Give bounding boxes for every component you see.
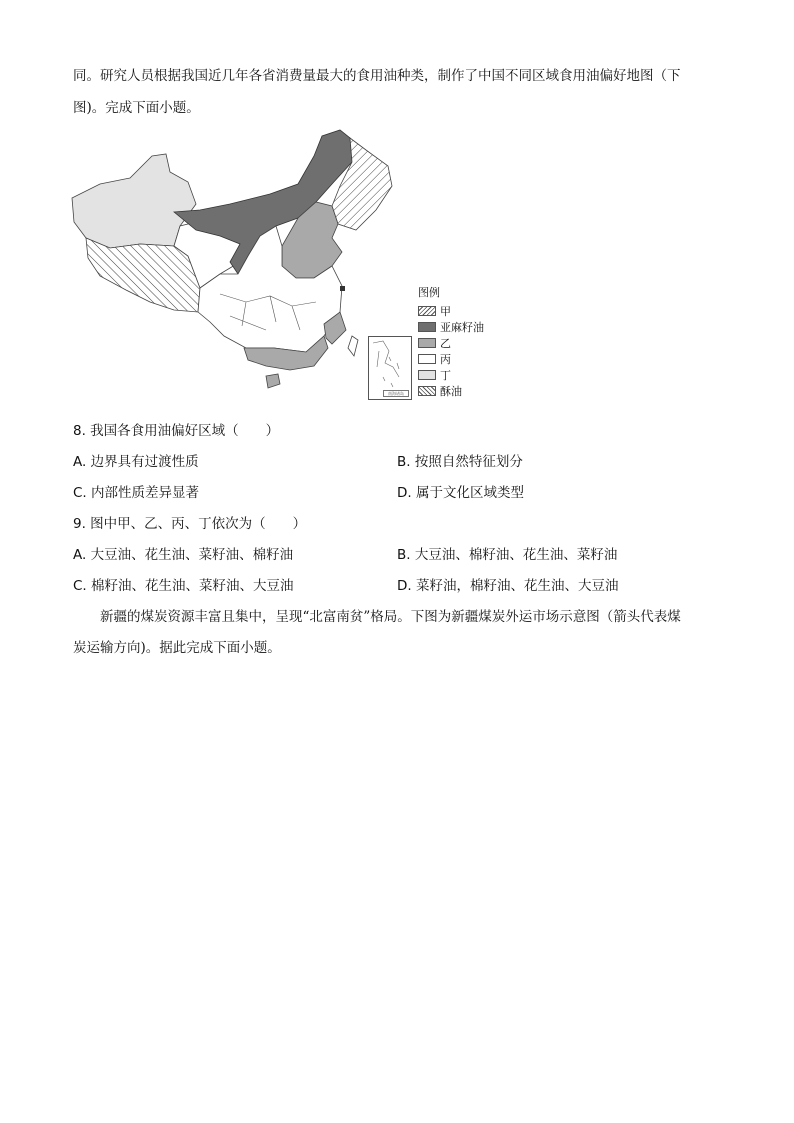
q8-option-b[interactable]: B. 按照自然特征划分 <box>397 454 523 470</box>
region-shanghai <box>340 286 345 291</box>
south-china-sea-inset <box>368 336 412 400</box>
legend-label: 乙 <box>440 337 451 350</box>
outro-line-2: 炭运输方向)。据此完成下面小题。 <box>73 640 281 656</box>
legend-label: 酥油 <box>440 385 462 398</box>
legend-item <box>418 319 484 335</box>
inset-label: 南海诸岛 <box>383 390 409 397</box>
q9-option-c[interactable]: C. 棉籽油、花生油、菜籽油、大豆油 <box>73 578 294 594</box>
legend-item <box>418 335 484 351</box>
legend-swatch <box>418 386 436 396</box>
intro-line-1: 同。研究人员根据我国近几年各省消费量最大的食用油种类，制作了中国不同区域食用油偏好地图（下 <box>73 68 681 84</box>
legend-swatch <box>418 338 436 348</box>
q9-option-a[interactable]: A. 大豆油、花生油、菜籽油、棉籽油 <box>73 547 294 563</box>
legend-label: 丁 <box>440 369 451 382</box>
q8-option-c[interactable]: C. 内部性质差异显著 <box>73 485 200 501</box>
question-9-stem: 9. 图中甲、乙、丙、丁依次为（ ） <box>73 516 307 532</box>
legend-title: 图例 <box>418 286 440 299</box>
legend-label: 亚麻籽油 <box>440 321 484 334</box>
region-hainan <box>266 374 280 388</box>
legend-item <box>418 383 484 399</box>
legend-swatch <box>418 322 436 332</box>
q8-option-d[interactable]: D. 属于文化区域类型 <box>397 485 524 501</box>
legend-label: 丙 <box>440 353 451 366</box>
legend-item <box>418 351 484 367</box>
legend-label: 甲 <box>440 305 451 318</box>
question-8-stem: 8. 我国各食用油偏好区域（ ） <box>73 423 280 439</box>
legend-swatch <box>418 354 436 364</box>
intro-line-2: 图)。完成下面小题。 <box>73 100 200 116</box>
legend-item <box>418 303 484 319</box>
legend-swatch <box>418 306 436 316</box>
q9-option-d[interactable]: D. 菜籽油，棉籽油、花生油、大豆油 <box>397 578 619 594</box>
legend-item <box>418 367 484 383</box>
region-taiwan <box>348 336 358 356</box>
outro-line-1: 新疆的煤炭资源丰富且集中，呈现“北富南贫”格局。下图为新疆煤炭外运市场示意图（箭头代表煤 <box>100 609 681 625</box>
q8-option-a[interactable]: A. 边界具有过渡性质 <box>73 454 199 470</box>
q9-option-b[interactable]: B. 大豆油、棉籽油、花生油、菜籽油 <box>397 547 618 563</box>
map-legend <box>418 284 484 399</box>
legend-swatch <box>418 370 436 380</box>
